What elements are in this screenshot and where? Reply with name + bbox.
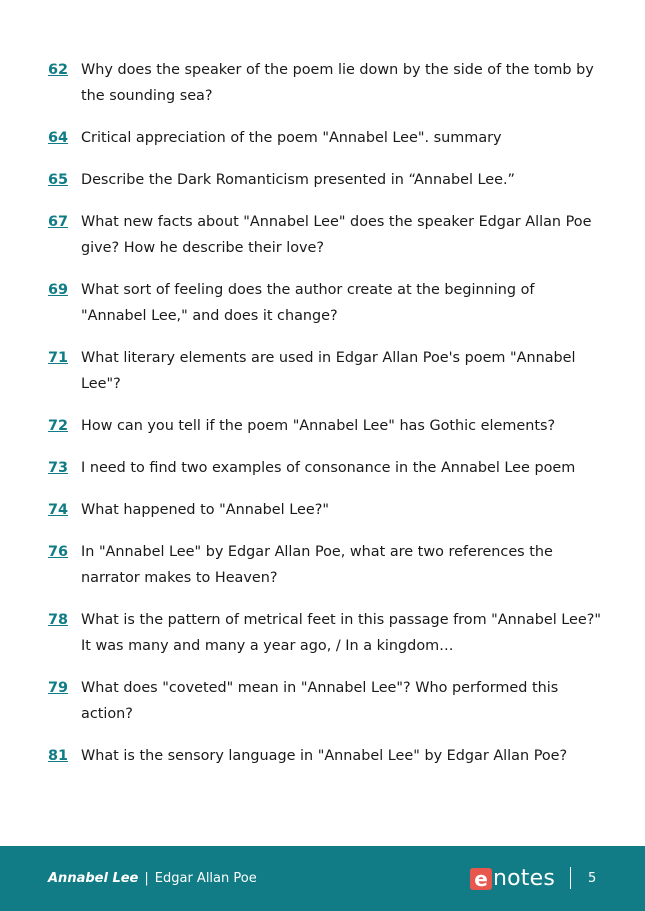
list-item <box>48 57 608 109</box>
list-item <box>48 209 608 261</box>
list-item <box>48 167 608 193</box>
question-text: What does "coveted" mean in "Annabel Lee"? Who performed this action? <box>81 680 559 722</box>
page-link[interactable]: 73 <box>48 460 69 476</box>
enotes-logo[interactable] <box>470 866 555 892</box>
page-link[interactable]: 74 <box>48 502 69 518</box>
page-link[interactable]: 81 <box>48 748 69 764</box>
page-link[interactable]: 62 <box>48 62 69 78</box>
list-item <box>48 455 608 481</box>
question-list <box>48 57 608 785</box>
list-item <box>48 345 608 397</box>
list-item <box>48 277 608 329</box>
page-link[interactable]: 65 <box>48 172 69 188</box>
question-text: What sort of feeling does the author create at the beginning of "Annabel Lee," and does it change? <box>81 282 535 324</box>
page-link[interactable]: 64 <box>48 130 69 146</box>
logo-e-icon: e <box>470 868 492 890</box>
question-text: What is the sensory language in "Annabel Lee" by Edgar Allan Poe? <box>81 748 568 764</box>
title-separator: | <box>144 871 149 886</box>
list-item <box>48 675 608 727</box>
question-text: What new facts about "Annabel Lee" does the speaker Edgar Allan Poe give? How he describe their love? <box>81 214 592 256</box>
list-item <box>48 539 608 591</box>
page-number: 5 <box>588 871 597 886</box>
page-footer <box>0 846 645 911</box>
logo-wordmark: notes <box>493 866 556 891</box>
page-link[interactable]: 72 <box>48 418 69 434</box>
question-text: In "Annabel Lee" by Edgar Allan Poe, what are two references the narrator makes to Heaven? <box>81 544 553 586</box>
page-link[interactable]: 69 <box>48 282 69 298</box>
footer-title <box>48 870 257 888</box>
footer-divider <box>570 867 571 889</box>
author-name: Edgar Allan Poe <box>154 871 257 886</box>
list-item <box>48 413 608 439</box>
question-text: What literary elements are used in Edgar Allan Poe's poem "Annabel Lee"? <box>81 350 576 392</box>
page-link[interactable]: 71 <box>48 350 69 366</box>
list-item <box>48 125 608 151</box>
question-text: What happened to "Annabel Lee?" <box>81 502 329 518</box>
question-text: Describe the Dark Romanticism presented in “Annabel Lee.” <box>81 172 516 188</box>
page-link[interactable]: 67 <box>48 214 69 230</box>
question-text: I need to find two examples of consonance in the Annabel Lee poem <box>81 460 576 476</box>
page-link[interactable]: 79 <box>48 680 69 696</box>
page-link[interactable]: 76 <box>48 544 69 560</box>
list-item <box>48 743 608 769</box>
list-item <box>48 497 608 523</box>
question-text: What is the pattern of metrical feet in this passage from "Annabel Lee?" It was many and many a year ago, / In a kingdom… <box>81 612 601 654</box>
work-title: Annabel Lee <box>48 871 139 886</box>
question-text: Why does the speaker of the poem lie down by the side of the tomb by the sounding sea? <box>81 62 594 104</box>
list-item <box>48 607 608 659</box>
question-text: How can you tell if the poem "Annabel Lee" has Gothic elements? <box>81 418 556 434</box>
page-link[interactable]: 78 <box>48 612 69 628</box>
question-text: Critical appreciation of the poem "Annabel Lee". summary <box>81 130 502 146</box>
